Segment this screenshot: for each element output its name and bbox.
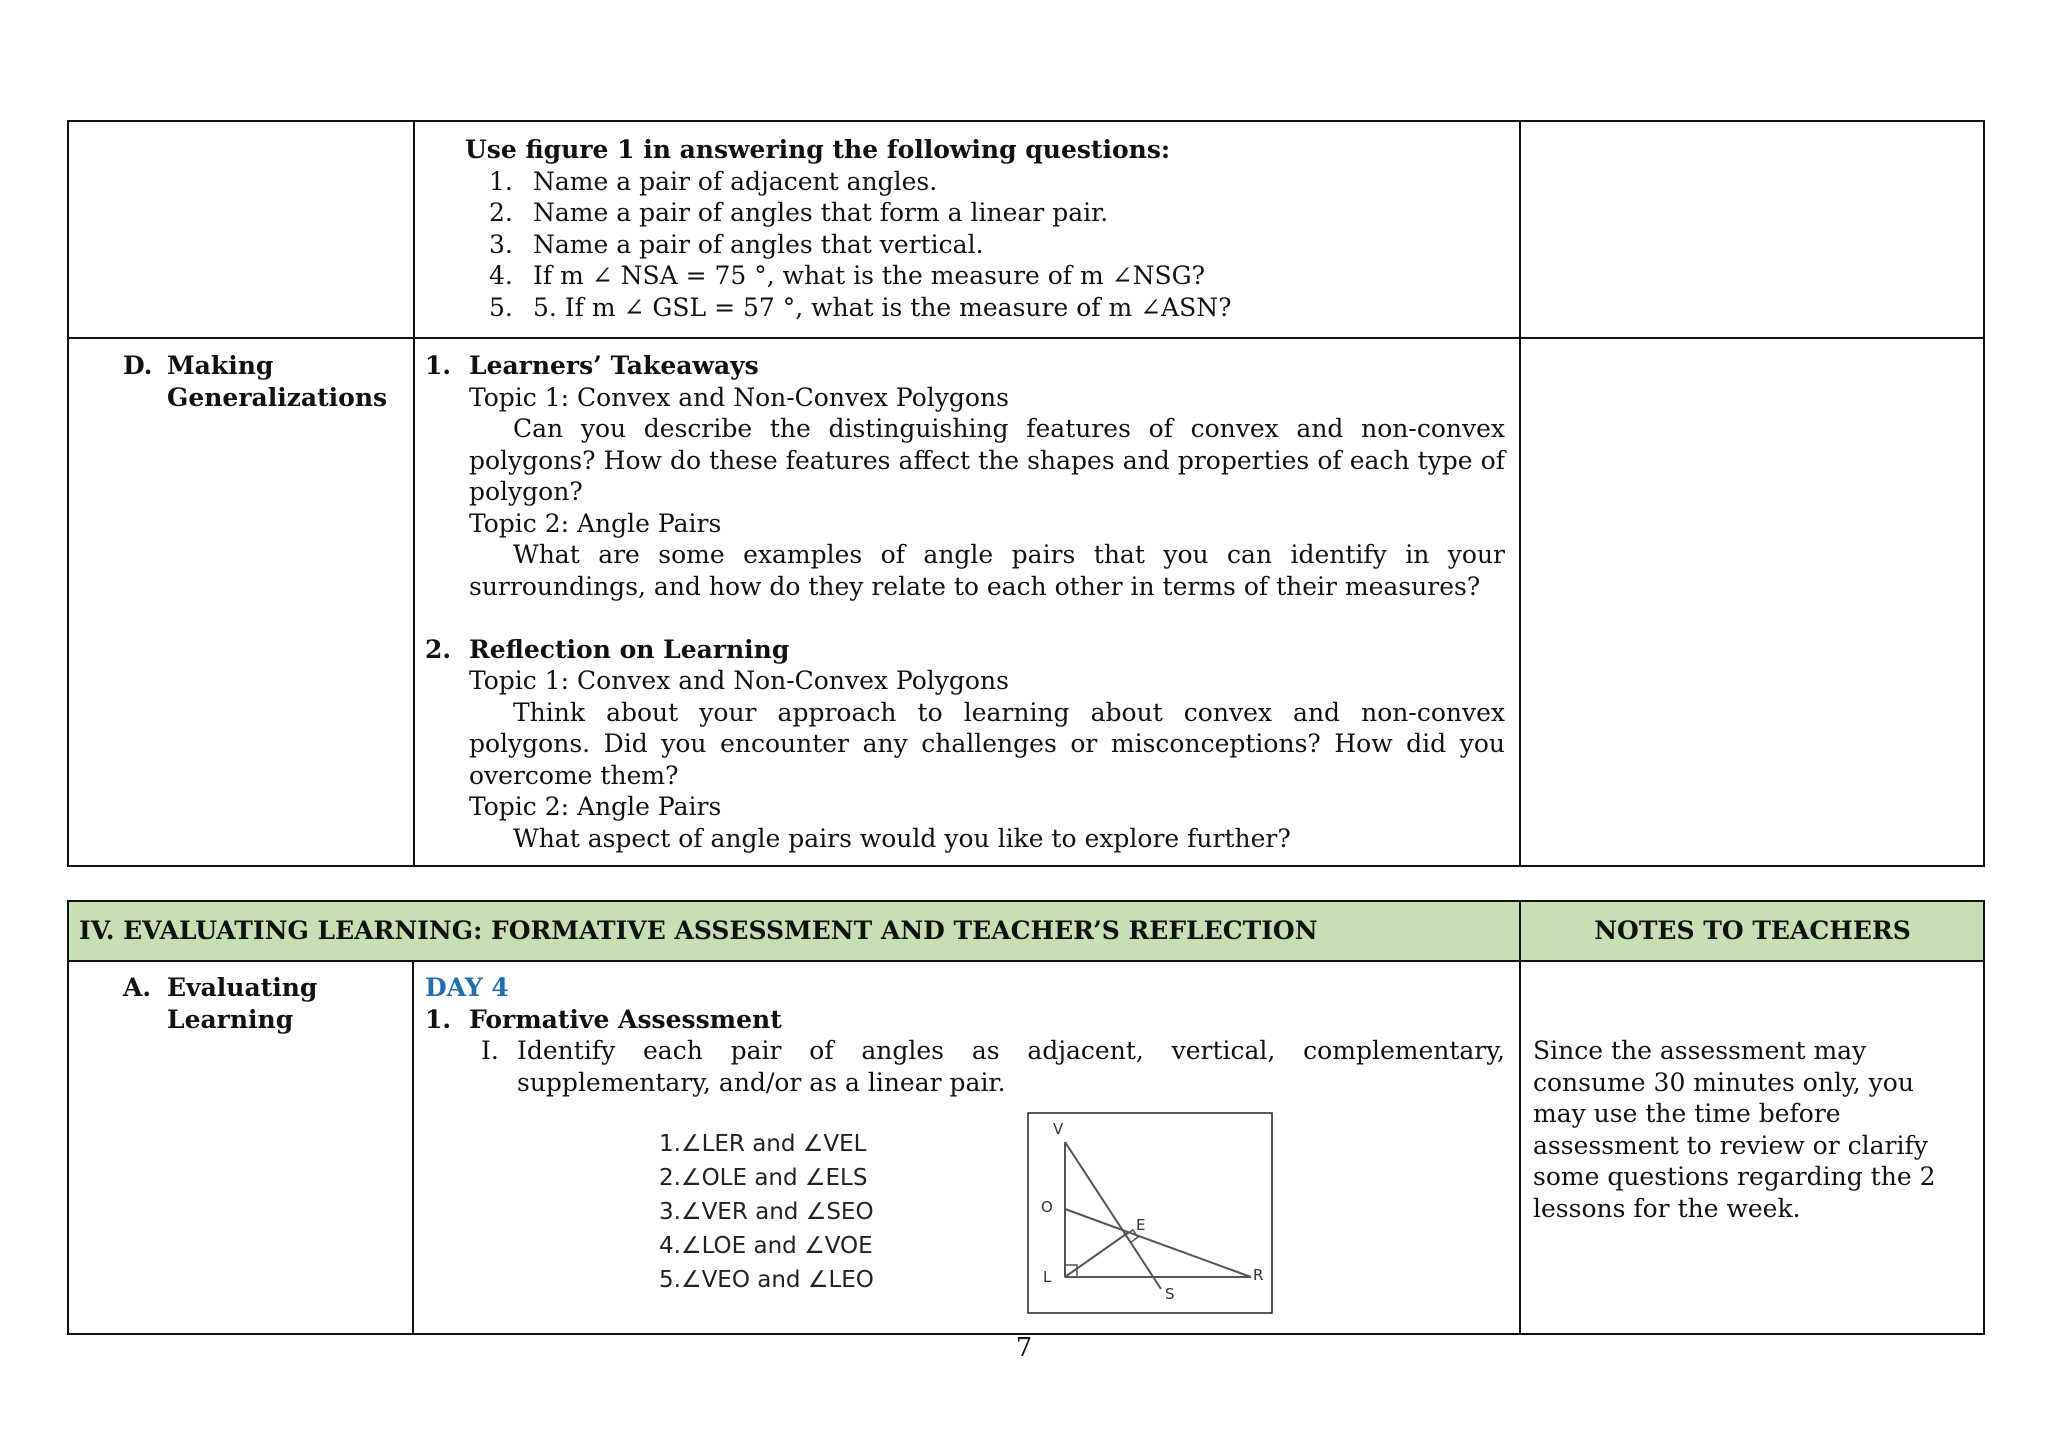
angle-figure — [1027, 1112, 1273, 1314]
vertex-label-o: O — [1041, 1198, 1053, 1216]
page-number: 7 — [1015, 1333, 1033, 1363]
list-item: 3. Name a pair of angles that vertical. — [489, 229, 984, 259]
list-item: 2. Name a pair of angles that form a linear pair. — [489, 198, 1109, 227]
section-header: IV. EVALUATING LEARNING: FORMATIVE ASSESSMENT AND TEACHER’S REFLECTION — [79, 916, 1318, 945]
vertex-label-e: E — [1136, 1216, 1146, 1234]
list-item: 5. 5. If m ∠ GSL = 57 °, what is the measure of m ∠ASN? — [489, 292, 1232, 322]
notes-to-teachers: Since the assessment may consume 30 minutes only, you may use the time before assessment to review or clarify some questions regarding the 2 lessons for the week. — [1533, 1036, 1936, 1223]
angle-pairs-list — [659, 1127, 919, 1297]
column-divider — [1519, 902, 1521, 1333]
reflection-body: Topic 1: Convex and Non-Convex Polygons Think about your approach to learning about convex and non-convex polygons. Did you encounter any challenges or misconceptions? How did you overcome them? Topic 2: Angle Pairs What aspect of angle pairs would you like to explore further? — [469, 666, 1505, 853]
row-divider — [69, 337, 1983, 339]
day-label: DAY 4 — [425, 973, 509, 1002]
vertex-label-v: V — [1053, 1120, 1064, 1138]
takeaways-title: 1. Learners’ Takeaways — [425, 351, 759, 380]
list-item: 3.∠VER and ∠SEO — [659, 1199, 874, 1225]
reflection-title: 2. Reflection on Learning — [425, 634, 790, 664]
instruction: I. Identify each pair of angles as adjacent, vertical, complementary, supplementary, and/or as a linear pair. — [481, 1036, 1505, 1097]
list-item: 1.∠LER and ∠VEL — [659, 1131, 867, 1157]
takeaways-body: Topic 1: Convex and Non-Convex Polygons Can you describe the distinguishing features of convex and non-convex polygons? How do these features affect the shapes and properties of each type of polygon? Topic 2: Angle Pairs What are some examples of angle pairs that you can identify in your surroundings, and how do they relate to each other in terms of their measures? — [469, 382, 1505, 601]
section-label-making-generalizations: D. Making Generalizations — [123, 351, 388, 412]
vertex-label-s: S — [1165, 1285, 1175, 1303]
list-item: 4. If m ∠ NSA = 75 °, what is the measure of m ∠NSG? — [489, 261, 1205, 290]
list-item: 2.∠OLE and ∠ELS — [659, 1165, 868, 1191]
assessment-content — [425, 972, 1505, 1098]
questions-list — [465, 166, 1505, 324]
row-divider — [69, 960, 1983, 962]
list-item: 1. Name a pair of adjacent angles. — [489, 166, 938, 196]
column-divider — [413, 122, 415, 865]
vertex-label-l: L — [1043, 1268, 1052, 1286]
lesson-table-top — [67, 120, 1985, 867]
list-item: 5.∠VEO and ∠LEO — [659, 1267, 874, 1293]
vertex-label-r: R — [1253, 1266, 1264, 1284]
notes-header: NOTES TO TEACHERS — [1594, 916, 1911, 945]
list-item: 4.∠LOE and ∠VOE — [659, 1233, 873, 1259]
section-label-evaluating-learning: A. Evaluating Learning — [123, 973, 318, 1034]
formative-assessment-title: 1. Formative Assessment — [425, 1004, 782, 1034]
questions-heading: Use figure 1 in answering the following questions: — [465, 135, 1171, 164]
lesson-table-bottom — [67, 900, 1985, 1335]
questions-cell — [465, 134, 1505, 323]
generalizations-content — [425, 350, 1505, 854]
column-divider — [1519, 122, 1521, 865]
